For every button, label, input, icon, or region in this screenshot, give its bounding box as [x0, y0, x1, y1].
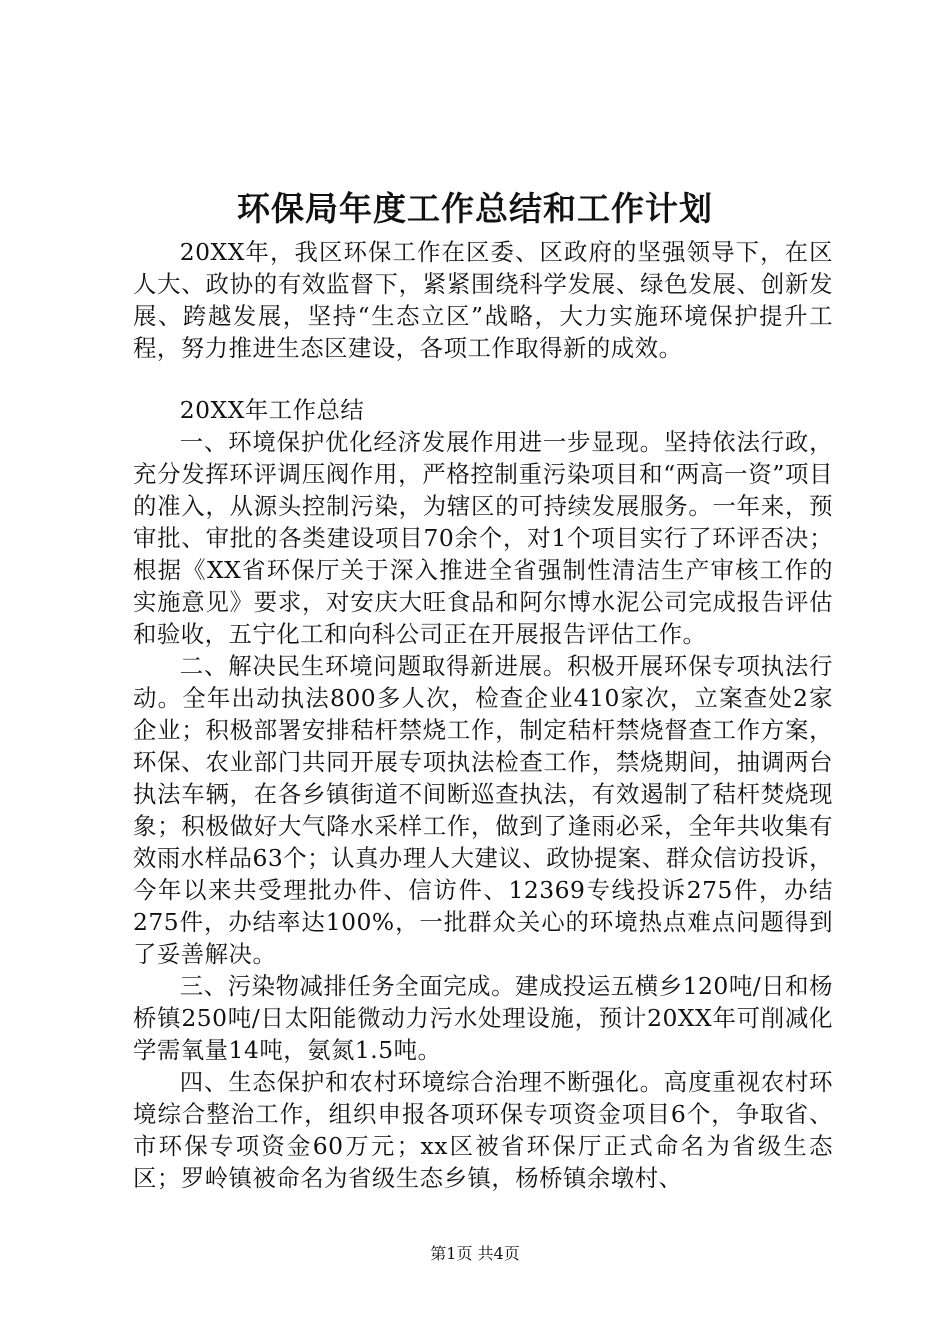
document-body [133, 236, 833, 1194]
intro-paragraph: 20XX年，我区环保工作在区委、区政府的坚强领导下，在区人大、政协的有效监督下，紧紧围绕科学发展、绿色发展、创新发展、跨越发展，坚持“生态立区”战略，大力实施环境保护提升工程，努力推进生态区建设，各项工作取得新的成效。 [133, 238, 833, 362]
document-title: 环保局年度工作总结和工作计划 [237, 189, 713, 228]
page-number-footer: 第1页 共4页 [430, 1244, 520, 1263]
summary-item-1: 一、环境保护优化经济发展作用进一步显现。坚持依法行政，充分发挥环评调压阀作用，严格控制重污染项目和“两高一资”项目的准入，从源头控制污染，为辖区的可持续发展服务。一年来，预审批、审批的各类建设项目70余个，对1个项目实行了环评否决；根据《XX省环保厅关于深入推进全省强制性清洁生产审核工作的实施意见》要求，对安庆大旺食品和阿尔博水泥公司完成报告评估和验收，五宁化工和向科公司正在开展报告评估工作。 [133, 428, 833, 648]
summary-item-2: 二、解决民生环境问题取得新进展。积极开展环保专项执法行动。全年出动执法800多人次，检查企业410家次，立案查处2家企业；积极部署安排秸杆禁烧工作，制定秸杆禁烧督查工作方案，环保、农业部门共同开展专项执法检查工作，禁烧期间，抽调两台执法车辆，在各乡镇街道不间断巡查执法，有效遏制了秸杆焚烧现象；积极做好大气降水采样工作，做到了逢雨必采，全年共收集有效雨水样品63个；认真办理人大建议、政协提案、群众信访投诉，今年以来共受理批办件、信访件、12369专线投诉275件，办结275件，办结率达100%，一批群众关心的环境热点难点问题得到了妥善解决。 [133, 652, 833, 968]
summary-item-3: 三、污染物减排任务全面完成。建成投运五横乡120吨/日和杨桥镇250吨/日太阳能微动力污水处理设施，预计20XX年可削减化学需氧量14吨，氨氮1.5吨。 [133, 972, 833, 1064]
section-heading: 20XX年工作总结 [179, 396, 365, 424]
summary-item-4: 四、生态保护和农村环境综合治理不断强化。高度重视农村环境综合整治工作，组织申报各项环保专项资金项目6个，争取省、市环保专项资金60万元；xx区被省环保厅正式命名为省级生态区；罗岭镇被命名为省级生态乡镇，杨桥镇余墩村、 [133, 1068, 833, 1192]
